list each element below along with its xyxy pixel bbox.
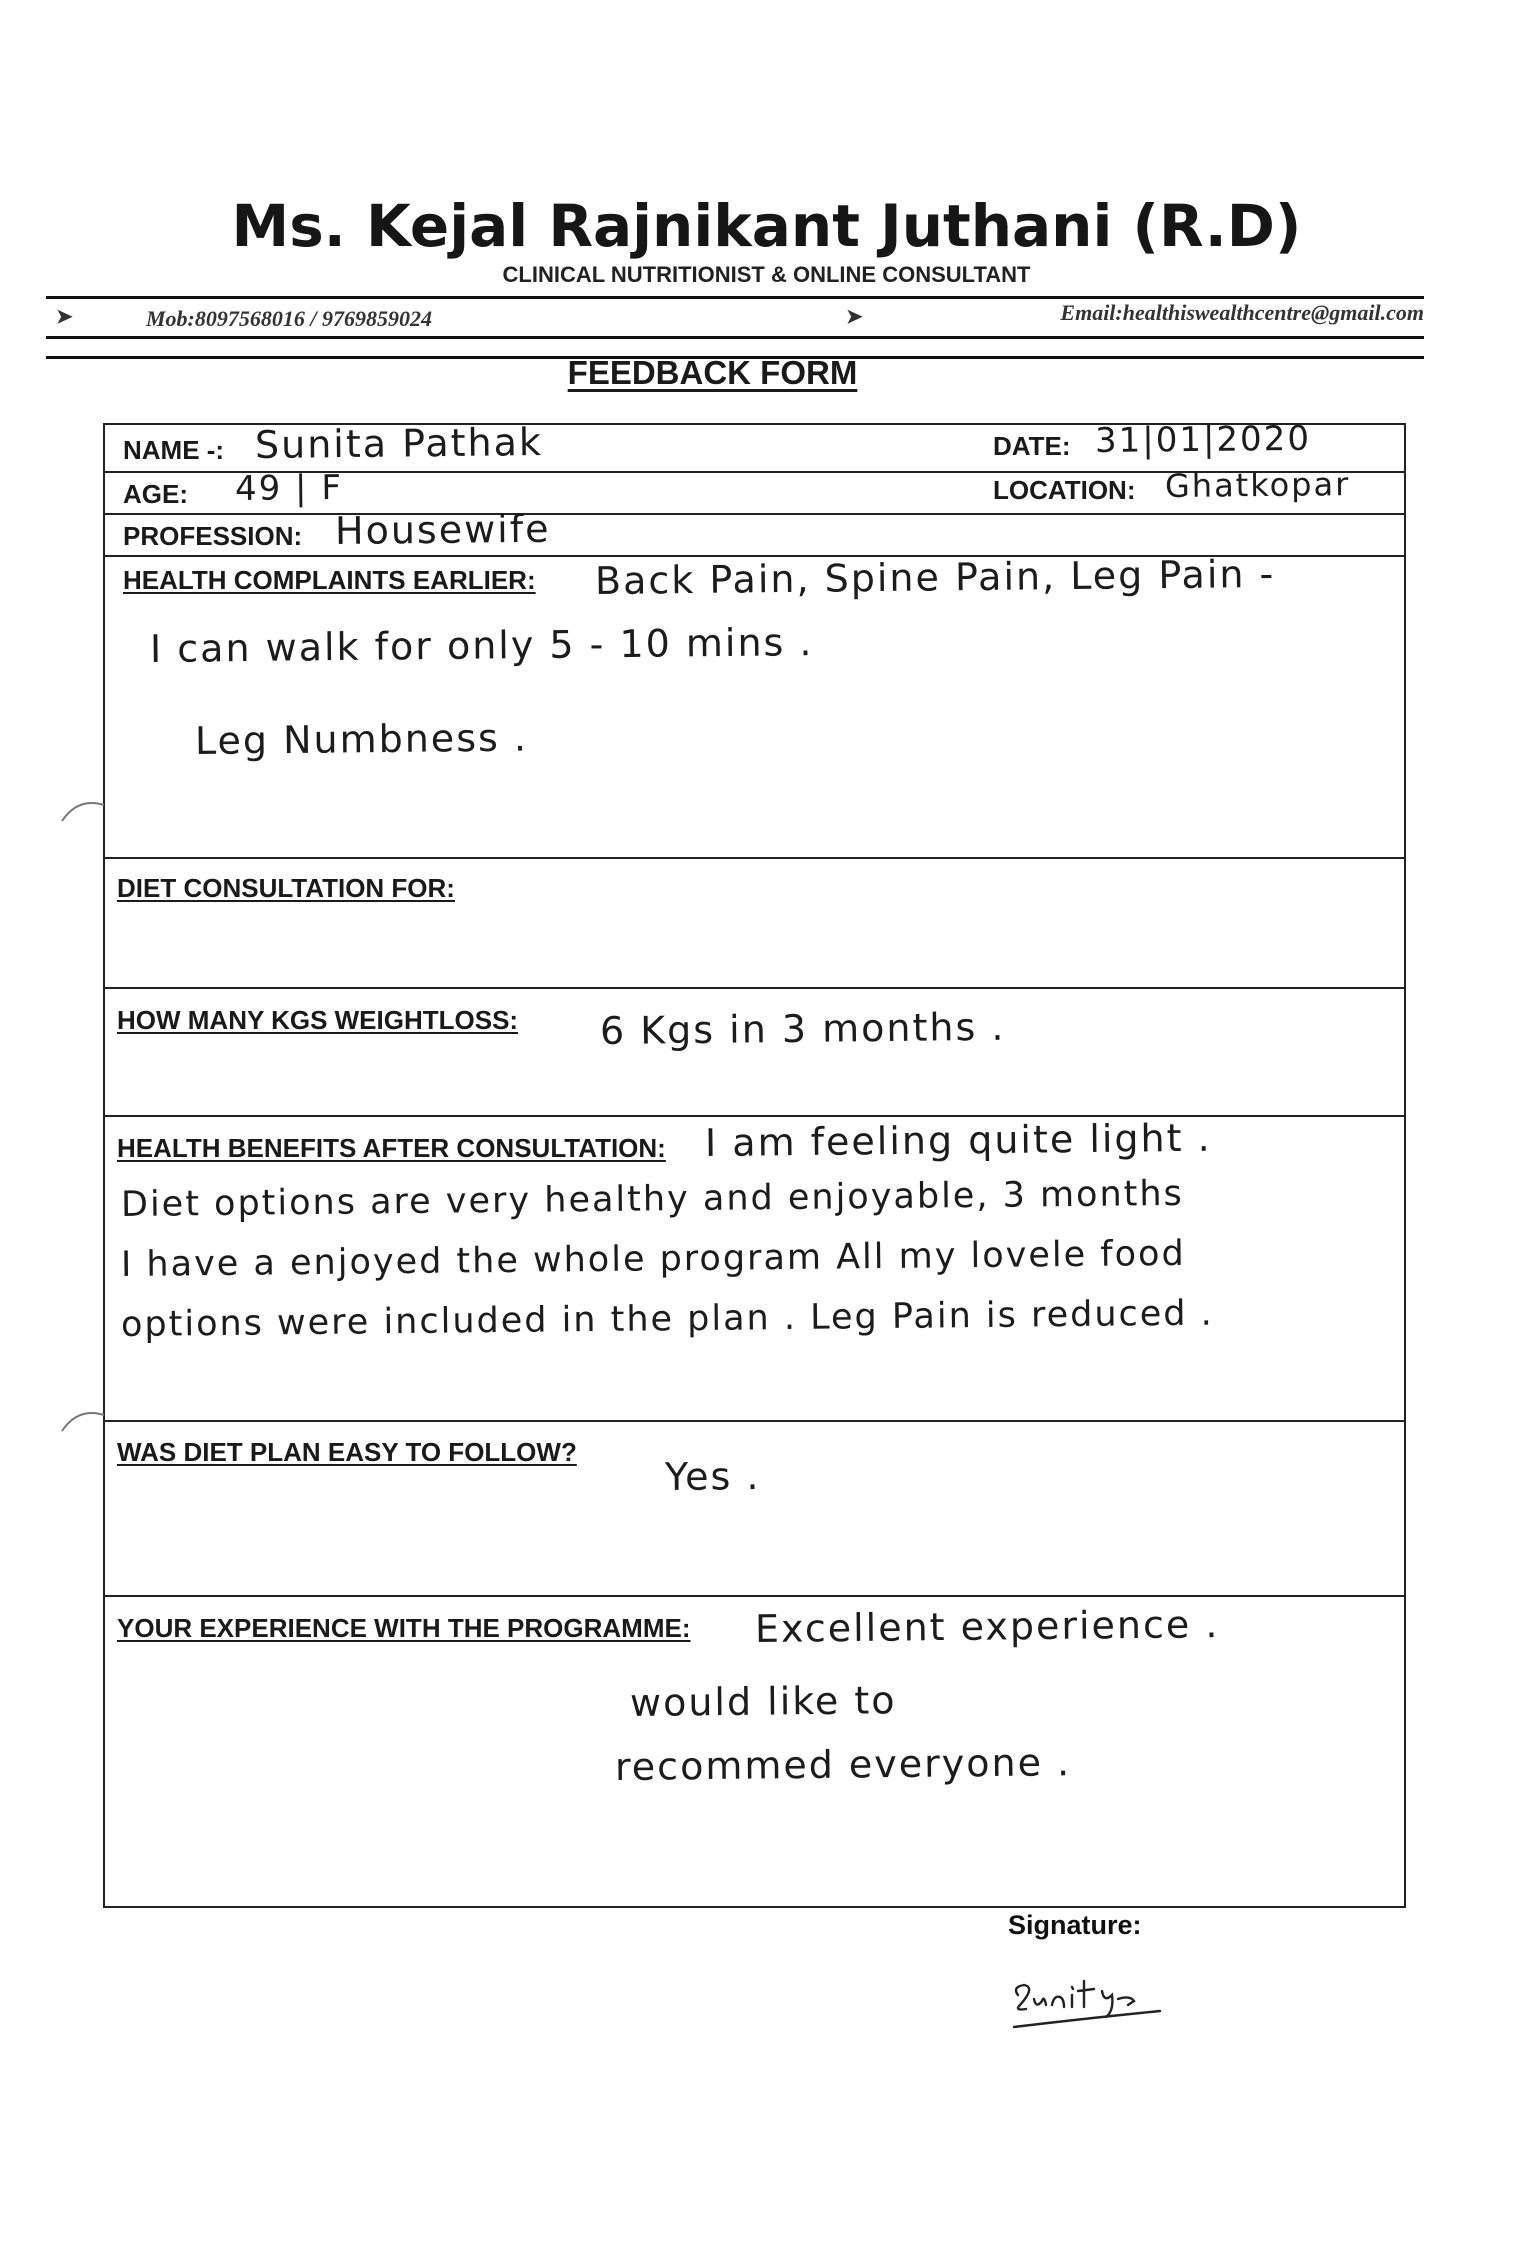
benefits-line-2: Diet options are very healthy and enjoyable, 3 months [120,1173,1185,1225]
feedback-form [103,418,1406,1908]
diet-consultation-label: DIET CONSULTATION FOR: [117,873,455,903]
bullet-arrow-icon: ➤ [846,306,863,328]
top-rule [46,296,1424,299]
form-title: FEEDBACK FORM [567,354,858,391]
experience-line-1: Excellent experience . [754,1602,1220,1651]
consultant-title: CLINICAL NUTRITIONIST & ONLINE CONSULTANT [502,262,1031,287]
name-label: NAME -: [123,435,225,465]
signature-label: Signature: [1008,1910,1142,1940]
mobile-numbers: Mob:8097568016 / 9769859024 [146,306,432,331]
section-divider [105,1595,1404,1597]
profession-value: Housewife [334,506,551,553]
experience-line-2: would like to [629,1678,897,1725]
contact-row [46,302,1424,338]
bottom-rule [46,336,1424,339]
punch-hole-mark [60,1405,108,1435]
punch-hole-mark [60,795,108,825]
date-label: DATE: [993,431,1071,461]
section-divider [105,987,1404,989]
section-divider [105,1420,1404,1422]
benefits-line-1: I am feeling quite light . [704,1115,1212,1165]
location-value: Ghatkopar [1164,465,1351,505]
complaints-line-3: Leg Numbness . [194,715,529,763]
row-divider [105,513,1404,515]
easy-to-follow-value: Yes . [664,1454,761,1499]
date-value: 31|01|2020 [1094,418,1312,461]
complaints-label: HEALTH COMPLAINTS EARLIER: [123,565,536,595]
location-label: LOCATION: [993,475,1136,505]
consultant-name: Ms. Kejal Rajnikant Juthani (R.D) [231,192,1302,260]
weightloss-label: HOW MANY KGS WEIGHTLOSS: [117,1005,519,1035]
bullet-arrow-icon: ➤ [56,306,73,328]
experience-line-3: recommed everyone . [614,1740,1072,1789]
age-value: 49 | F [234,467,344,509]
section-divider [105,857,1404,859]
email-address: Email:healthiswealthcentre@gmail.com [1060,300,1424,325]
age-label: AGE: [123,479,188,509]
profession-label: PROFESSION: [123,521,303,551]
easy-to-follow-label: WAS DIET PLAN EASY TO FOLLOW? [117,1437,577,1467]
benefits-label: HEALTH BENEFITS AFTER CONSULTATION: [117,1133,666,1163]
complaints-line-2: I can walk for only 5 - 10 mins . [149,620,814,671]
benefits-line-3: I have a enjoyed the whole program All my lovele food [120,1233,1186,1285]
signature-scribble [1010,1965,1210,2045]
benefits-line-4: options were included in the plan . Leg Pain is reduced . [120,1293,1214,1345]
weightloss-value: 6 Kgs in 3 months . [599,1004,1006,1053]
complaints-line-1: Back Pain, Spine Pain, Leg Pain - [594,551,1276,603]
experience-label: YOUR EXPERIENCE WITH THE PROGRAMME: [117,1613,691,1643]
name-value: Sunita Pathak [254,419,544,467]
